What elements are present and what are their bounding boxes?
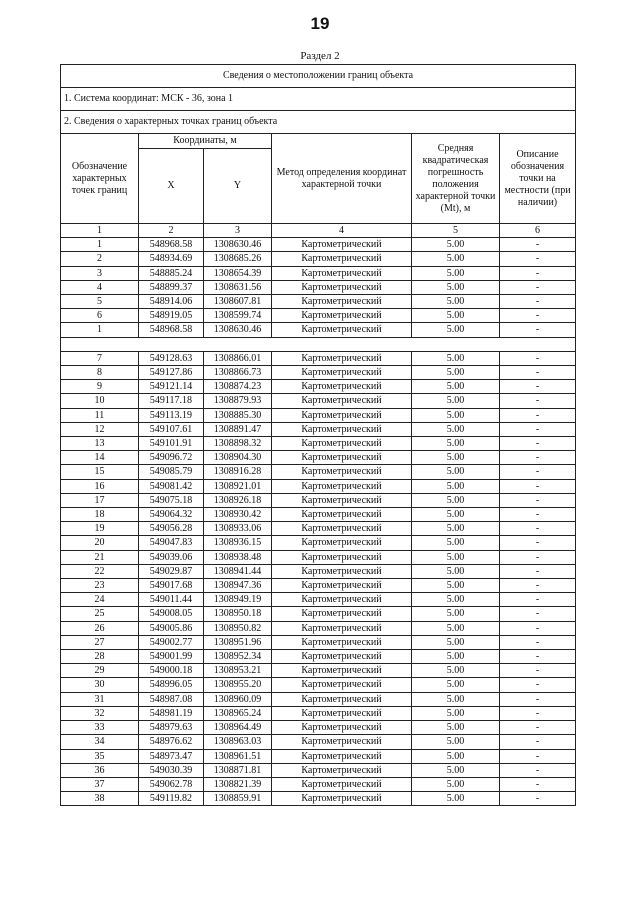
coord-x: 548899.37 [139, 280, 204, 294]
point-id: 10 [61, 394, 139, 408]
description: - [500, 309, 576, 323]
point-id: 21 [61, 550, 139, 564]
error: 5.00 [412, 323, 500, 337]
coord-y: 1308630.46 [204, 238, 272, 252]
coord-x: 549101.91 [139, 437, 204, 451]
table-row [61, 664, 576, 678]
point-id: 11 [61, 408, 139, 422]
coord-x: 549128.63 [139, 351, 204, 365]
table-row [61, 650, 576, 664]
table-row [61, 522, 576, 536]
description: - [500, 593, 576, 607]
description: - [500, 295, 576, 309]
header-coordinates: Координаты, м [139, 134, 272, 149]
description: - [500, 451, 576, 465]
col-number: 5 [412, 224, 500, 238]
points-title: 2. Сведения о характерных точках границ объекта [61, 111, 576, 134]
point-id: 37 [61, 777, 139, 791]
point-id: 8 [61, 366, 139, 380]
method: Картометрический [272, 621, 412, 635]
coord-x: 548934.69 [139, 252, 204, 266]
table-row [61, 437, 576, 451]
coord-y: 1308963.03 [204, 735, 272, 749]
point-id: 35 [61, 749, 139, 763]
error: 5.00 [412, 380, 500, 394]
description: - [500, 493, 576, 507]
method: Картометрический [272, 422, 412, 436]
point-id: 9 [61, 380, 139, 394]
point-id: 15 [61, 465, 139, 479]
coord-x: 548973.47 [139, 749, 204, 763]
coord-x: 549064.32 [139, 508, 204, 522]
coord-x: 549011.44 [139, 593, 204, 607]
table-row [61, 394, 576, 408]
coord-y: 1308964.49 [204, 721, 272, 735]
table-title: Сведения о местоположении границ объекта [61, 65, 576, 88]
point-id: 17 [61, 493, 139, 507]
coord-y: 1308916.28 [204, 465, 272, 479]
point-id: 29 [61, 664, 139, 678]
point-id: 18 [61, 508, 139, 522]
method: Картометрический [272, 437, 412, 451]
point-id: 23 [61, 579, 139, 593]
method: Картометрический [272, 735, 412, 749]
coord-x: 549121.14 [139, 380, 204, 394]
coord-y: 1308926.18 [204, 493, 272, 507]
point-id: 34 [61, 735, 139, 749]
method: Картометрический [272, 479, 412, 493]
point-id: 19 [61, 522, 139, 536]
error: 5.00 [412, 635, 500, 649]
header-y: Y [204, 149, 272, 224]
boundary-points-table [60, 64, 576, 806]
description: - [500, 508, 576, 522]
method: Картометрический [272, 394, 412, 408]
separator-row [61, 337, 576, 351]
point-id: 38 [61, 792, 139, 806]
coord-x: 549001.99 [139, 650, 204, 664]
method: Картометрический [272, 777, 412, 791]
table-row [61, 721, 576, 735]
point-id: 14 [61, 451, 139, 465]
error: 5.00 [412, 295, 500, 309]
coord-x: 549005.86 [139, 621, 204, 635]
error: 5.00 [412, 479, 500, 493]
method: Картометрический [272, 678, 412, 692]
point-id: 5 [61, 295, 139, 309]
description: - [500, 692, 576, 706]
table-row [61, 266, 576, 280]
coord-x: 549056.28 [139, 522, 204, 536]
table-row [61, 635, 576, 649]
col-number: 6 [500, 224, 576, 238]
point-id: 24 [61, 593, 139, 607]
header-designation: Обозначение характерных точек границ [61, 134, 139, 224]
coord-y: 1308951.96 [204, 635, 272, 649]
coord-x: 548981.19 [139, 706, 204, 720]
error: 5.00 [412, 238, 500, 252]
coord-x: 548919.05 [139, 309, 204, 323]
table-row [61, 692, 576, 706]
table-row [61, 579, 576, 593]
coord-x: 549075.18 [139, 493, 204, 507]
error: 5.00 [412, 451, 500, 465]
header-x: X [139, 149, 204, 224]
description: - [500, 550, 576, 564]
error: 5.00 [412, 749, 500, 763]
point-id: 6 [61, 309, 139, 323]
column-numbers-row [61, 224, 576, 238]
coord-y: 1308960.09 [204, 692, 272, 706]
coord-x: 548976.62 [139, 735, 204, 749]
table-row [61, 479, 576, 493]
table-row [61, 451, 576, 465]
description: - [500, 792, 576, 806]
point-id: 28 [61, 650, 139, 664]
coord-y: 1308933.06 [204, 522, 272, 536]
coord-y: 1308938.48 [204, 550, 272, 564]
coord-y: 1308950.18 [204, 607, 272, 621]
coord-x: 548885.24 [139, 266, 204, 280]
coord-y: 1308961.51 [204, 749, 272, 763]
coord-system-row [61, 88, 576, 111]
description: - [500, 721, 576, 735]
description: - [500, 664, 576, 678]
point-id: 36 [61, 763, 139, 777]
coord-x: 548914.06 [139, 295, 204, 309]
coord-y: 1308930.42 [204, 508, 272, 522]
coord-y: 1308941.44 [204, 564, 272, 578]
coord-y: 1308599.74 [204, 309, 272, 323]
table-row [61, 621, 576, 635]
description: - [500, 621, 576, 635]
method: Картометрический [272, 238, 412, 252]
description: - [500, 564, 576, 578]
description: - [500, 607, 576, 621]
error: 5.00 [412, 252, 500, 266]
coord-y: 1308949.19 [204, 593, 272, 607]
coord-y: 1308953.21 [204, 664, 272, 678]
header-method: Метод определения координат характерной точки [272, 134, 412, 224]
description: - [500, 366, 576, 380]
description: - [500, 749, 576, 763]
error: 5.00 [412, 465, 500, 479]
table-row [61, 706, 576, 720]
coord-x: 549085.79 [139, 465, 204, 479]
method: Картометрический [272, 763, 412, 777]
table-row [61, 749, 576, 763]
coord-x: 549119.82 [139, 792, 204, 806]
method: Картометрический [272, 323, 412, 337]
table-row [61, 465, 576, 479]
coord-x: 549096.72 [139, 451, 204, 465]
coord-y: 1308874.23 [204, 380, 272, 394]
coord-y: 1308879.93 [204, 394, 272, 408]
point-id: 22 [61, 564, 139, 578]
table-row [61, 366, 576, 380]
table-row [61, 550, 576, 564]
table-row [61, 309, 576, 323]
method: Картометрический [272, 408, 412, 422]
coord-x: 549117.18 [139, 394, 204, 408]
description: - [500, 579, 576, 593]
coord-y: 1308631.56 [204, 280, 272, 294]
point-id: 13 [61, 437, 139, 451]
table-row [61, 493, 576, 507]
description: - [500, 479, 576, 493]
coord-x: 549008.05 [139, 607, 204, 621]
method: Картометрический [272, 635, 412, 649]
coord-y: 1308607.81 [204, 295, 272, 309]
description: - [500, 422, 576, 436]
coord-y: 1308921.01 [204, 479, 272, 493]
description: - [500, 777, 576, 791]
description: - [500, 266, 576, 280]
method: Картометрический [272, 309, 412, 323]
coord-y: 1308885.30 [204, 408, 272, 422]
description: - [500, 706, 576, 720]
point-id: 31 [61, 692, 139, 706]
coord-y: 1308859.91 [204, 792, 272, 806]
table-row [61, 252, 576, 266]
table-row [61, 678, 576, 692]
method: Картометрический [272, 792, 412, 806]
point-id: 30 [61, 678, 139, 692]
coord-x: 548968.58 [139, 323, 204, 337]
coord-x: 549002.77 [139, 635, 204, 649]
coord-y: 1308891.47 [204, 422, 272, 436]
coord-x: 549017.68 [139, 579, 204, 593]
coord-x: 549081.42 [139, 479, 204, 493]
coord-x: 548968.58 [139, 238, 204, 252]
header-description: Описание обозначения точки на местности (при наличии) [500, 134, 576, 224]
description: - [500, 437, 576, 451]
method: Картометрический [272, 749, 412, 763]
table-row [61, 792, 576, 806]
coord-y: 1308965.24 [204, 706, 272, 720]
coord-y: 1308904.30 [204, 451, 272, 465]
coord-x: 549062.78 [139, 777, 204, 791]
error: 5.00 [412, 664, 500, 678]
point-id: 16 [61, 479, 139, 493]
table-row [61, 323, 576, 337]
description: - [500, 380, 576, 394]
coord-y: 1308685.26 [204, 252, 272, 266]
method: Картометрический [272, 451, 412, 465]
coord-y: 1308866.73 [204, 366, 272, 380]
method: Картометрический [272, 536, 412, 550]
coord-x: 549047.83 [139, 536, 204, 550]
method: Картометрический [272, 508, 412, 522]
point-id: 4 [61, 280, 139, 294]
col-number: 4 [272, 224, 412, 238]
coord-x: 549039.06 [139, 550, 204, 564]
point-id: 7 [61, 351, 139, 365]
method: Картометрический [272, 692, 412, 706]
method: Картометрический [272, 380, 412, 394]
table-row [61, 763, 576, 777]
separator-cell [61, 337, 576, 351]
col-number: 1 [61, 224, 139, 238]
method: Картометрический [272, 465, 412, 479]
description: - [500, 536, 576, 550]
error: 5.00 [412, 735, 500, 749]
error: 5.00 [412, 408, 500, 422]
coord-x: 549107.61 [139, 422, 204, 436]
method: Картометрический [272, 664, 412, 678]
coord-x: 548987.08 [139, 692, 204, 706]
error: 5.00 [412, 678, 500, 692]
coord-y: 1308630.46 [204, 323, 272, 337]
error: 5.00 [412, 621, 500, 635]
table-row [61, 280, 576, 294]
error: 5.00 [412, 422, 500, 436]
header-row [61, 134, 576, 149]
error: 5.00 [412, 351, 500, 365]
description: - [500, 252, 576, 266]
coord-y: 1308936.15 [204, 536, 272, 550]
method: Картометрический [272, 607, 412, 621]
error: 5.00 [412, 607, 500, 621]
description: - [500, 735, 576, 749]
description: - [500, 763, 576, 777]
error: 5.00 [412, 692, 500, 706]
error: 5.00 [412, 508, 500, 522]
point-id: 27 [61, 635, 139, 649]
point-id: 2 [61, 252, 139, 266]
error: 5.00 [412, 437, 500, 451]
coord-x: 548996.05 [139, 678, 204, 692]
error: 5.00 [412, 536, 500, 550]
table-row [61, 564, 576, 578]
coord-y: 1308947.36 [204, 579, 272, 593]
error: 5.00 [412, 777, 500, 791]
error: 5.00 [412, 266, 500, 280]
point-id: 20 [61, 536, 139, 550]
table-row [61, 536, 576, 550]
error: 5.00 [412, 493, 500, 507]
point-id: 1 [61, 238, 139, 252]
point-id: 26 [61, 621, 139, 635]
method: Картометрический [272, 351, 412, 365]
error: 5.00 [412, 706, 500, 720]
table-row [61, 238, 576, 252]
coord-y: 1308952.34 [204, 650, 272, 664]
coord-x: 548979.63 [139, 721, 204, 735]
table-row [61, 593, 576, 607]
method: Картометрический [272, 280, 412, 294]
table-row [61, 508, 576, 522]
error: 5.00 [412, 550, 500, 564]
coord-y: 1308950.82 [204, 621, 272, 635]
error: 5.00 [412, 763, 500, 777]
coord-y: 1308821.39 [204, 777, 272, 791]
point-id: 1 [61, 323, 139, 337]
description: - [500, 394, 576, 408]
method: Картометрический [272, 493, 412, 507]
error: 5.00 [412, 564, 500, 578]
error: 5.00 [412, 721, 500, 735]
coord-y: 1308898.32 [204, 437, 272, 451]
point-id: 3 [61, 266, 139, 280]
table-row [61, 607, 576, 621]
title-row [61, 65, 576, 88]
table-row [61, 777, 576, 791]
method: Картометрический [272, 564, 412, 578]
method: Картометрический [272, 721, 412, 735]
error: 5.00 [412, 522, 500, 536]
description: - [500, 465, 576, 479]
method: Картометрический [272, 650, 412, 664]
header-error: Средняя квадратическая погрешность положения характерной точки (Mt), м [412, 134, 500, 224]
description: - [500, 323, 576, 337]
error: 5.00 [412, 309, 500, 323]
coord-system: 1. Система координат: МСК - 36, зона 1 [61, 88, 576, 111]
coord-y: 1308871.81 [204, 763, 272, 777]
error: 5.00 [412, 593, 500, 607]
description: - [500, 238, 576, 252]
error: 5.00 [412, 579, 500, 593]
coord-y: 1308955.20 [204, 678, 272, 692]
method: Картометрический [272, 579, 412, 593]
method: Картометрический [272, 522, 412, 536]
method: Картометрический [272, 550, 412, 564]
description: - [500, 650, 576, 664]
coord-x: 549029.87 [139, 564, 204, 578]
coord-x: 549000.18 [139, 664, 204, 678]
page-number: 19 [310, 14, 330, 33]
method: Картометрический [272, 266, 412, 280]
coord-x: 549113.19 [139, 408, 204, 422]
coord-x: 549030.39 [139, 763, 204, 777]
description: - [500, 635, 576, 649]
method: Картометрический [272, 252, 412, 266]
table-row [61, 408, 576, 422]
description: - [500, 280, 576, 294]
description: - [500, 522, 576, 536]
table-row [61, 380, 576, 394]
points-title-row [61, 111, 576, 134]
col-number: 2 [139, 224, 204, 238]
description: - [500, 678, 576, 692]
method: Картометрический [272, 366, 412, 380]
description: - [500, 408, 576, 422]
description: - [500, 351, 576, 365]
method: Картометрический [272, 593, 412, 607]
table-row [61, 735, 576, 749]
coord-y: 1308866.01 [204, 351, 272, 365]
table-row [61, 295, 576, 309]
error: 5.00 [412, 394, 500, 408]
error: 5.00 [412, 650, 500, 664]
coord-y: 1308654.39 [204, 266, 272, 280]
point-id: 12 [61, 422, 139, 436]
point-id: 25 [61, 607, 139, 621]
method: Картометрический [272, 295, 412, 309]
table-row [61, 351, 576, 365]
error: 5.00 [412, 366, 500, 380]
error: 5.00 [412, 280, 500, 294]
section-label: Раздел 2 [300, 50, 340, 62]
table-row [61, 422, 576, 436]
coord-x: 549127.86 [139, 366, 204, 380]
error: 5.00 [412, 792, 500, 806]
point-id: 33 [61, 721, 139, 735]
method: Картометрический [272, 706, 412, 720]
col-number: 3 [204, 224, 272, 238]
point-id: 32 [61, 706, 139, 720]
